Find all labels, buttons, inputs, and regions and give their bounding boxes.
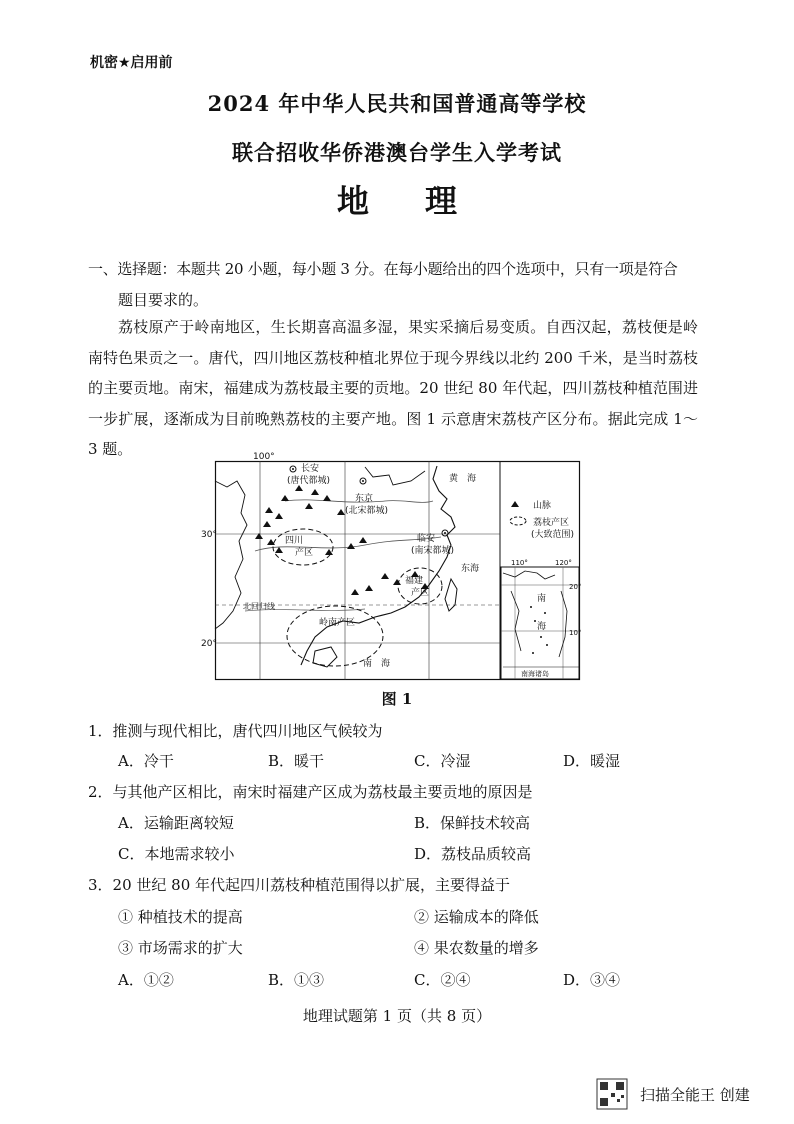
map-huanghai: 黄 海 bbox=[449, 474, 477, 484]
inset-sea-1: 南 bbox=[537, 594, 547, 604]
map-linan: 临安 bbox=[417, 534, 436, 544]
q3-option-b: B．①③ bbox=[268, 971, 325, 989]
q3-item-2: ② 运输成本的降低 bbox=[414, 908, 539, 926]
q3-item-4: ④ 果农数量的增多 bbox=[414, 939, 539, 957]
section-heading-line1: 一、选择题：本题共 20 小题，每小题 3 分。在每小题给出的四个选项中，只有一项是符合 bbox=[88, 260, 678, 278]
exam-title-line1: 2024 年中华人民共和国普通高等学校 bbox=[207, 91, 587, 116]
q3-item-3: ③ 市场需求的扩大 bbox=[118, 939, 243, 957]
map-dongjing-note: (北宋都城) bbox=[345, 506, 389, 516]
figure-caption: 图 1 bbox=[381, 690, 413, 708]
map-lat-20: 20° bbox=[201, 639, 217, 649]
map-fujian: 福建 bbox=[405, 576, 424, 586]
scanner-watermark: 扫描全能王 创建 bbox=[640, 1086, 750, 1104]
map-dongjing: 东京 bbox=[355, 494, 374, 504]
map-nanhai: 南 海 bbox=[363, 659, 391, 669]
q2-option-a: A．运输距离较短 bbox=[118, 814, 234, 832]
q3-option-d: D．③④ bbox=[563, 971, 621, 989]
inset-lon-110: 110° bbox=[511, 559, 528, 567]
map-changan-note: (唐代都城) bbox=[287, 476, 331, 486]
q2-option-b: B．保鲜技术较高 bbox=[414, 814, 531, 832]
map-sichuan-2: 产区 bbox=[295, 548, 314, 558]
q3-item-1: ① 种植技术的提高 bbox=[118, 908, 243, 926]
south-china-sea-inset bbox=[501, 559, 581, 679]
inset-sea-2: 海 bbox=[537, 622, 547, 632]
map-donghai: 东海 bbox=[461, 564, 480, 574]
inset-lat-20: 20° bbox=[569, 583, 582, 591]
exam-title-line2: 联合招收华侨港澳台学生入学考试 bbox=[232, 140, 562, 165]
map-linan-note: (南宋都城) bbox=[411, 546, 455, 556]
q3-option-c: C．②④ bbox=[414, 971, 471, 989]
legend-region: 荔枝产区 bbox=[533, 518, 570, 528]
q1-option-a: A．冷干 bbox=[118, 752, 174, 770]
lychee-region-map bbox=[201, 452, 582, 680]
map-lon-100: 100° bbox=[253, 452, 275, 462]
inset-islands: 南海诸岛 bbox=[521, 670, 549, 678]
subject-title: 地理 bbox=[336, 182, 513, 220]
question-1-stem: 1．推测与现代相比，唐代四川地区气候较为 bbox=[88, 722, 383, 740]
intro-paragraph: 荔枝原产于岭南地区，生长期喜高温多湿，果实采摘后易变质。自西汉起，荔枝便是岭南特色果贡之一。唐代，四川地区荔枝种植北界位于现今界线以北约 200 千米，是当时荔枝的主要贡地。南宋，福建成为荔枝最主要的贡地。20 世纪 80 年代起，四川荔枝种植范围进一步扩展，逐渐成为目前晚熟荔枝的主要产地。图 1 示意唐宋荔枝产区分布。据此完成 1～3 题。 bbox=[88, 318, 698, 458]
qr-code-icon bbox=[597, 1079, 627, 1109]
legend-mountain: 山脉 bbox=[533, 501, 552, 511]
section-heading bbox=[88, 254, 698, 315]
q3-option-a: A．①② bbox=[118, 971, 174, 989]
map-changan: 长安 bbox=[301, 464, 320, 474]
map-tropic: 北回归线 bbox=[243, 602, 275, 611]
inset-lon-120: 120° bbox=[555, 559, 572, 567]
inset-lat-10: 10° bbox=[569, 629, 582, 637]
map-sichuan: 四川 bbox=[285, 536, 304, 546]
legend-region-note: (大致范围) bbox=[531, 530, 575, 540]
map-lingnan: 岭南产区 bbox=[319, 618, 356, 628]
q2-option-d: D．荔枝品质较高 bbox=[414, 845, 532, 863]
q1-option-b: B．暖干 bbox=[268, 752, 325, 770]
question-2-stem: 2．与其他产区相比，南宋时福建产区成为荔枝最主要贡地的原因是 bbox=[88, 783, 533, 801]
map-fujian-2: 产区 bbox=[411, 588, 430, 598]
q1-option-c: C．冷湿 bbox=[414, 752, 471, 770]
q2-option-c: C．本地需求较小 bbox=[118, 845, 235, 863]
q1-option-d: D．暖湿 bbox=[563, 752, 621, 770]
confidential-label: 机密★启用前 bbox=[90, 55, 173, 71]
map-lat-30: 30° bbox=[201, 530, 217, 540]
question-3-stem: 3．20 世纪 80 年代起四川荔枝种植范围得以扩展，主要得益于 bbox=[88, 876, 511, 894]
page-footer: 地理试题第 1 页（共 8 页） bbox=[302, 1007, 492, 1025]
section-heading-line2: 题目要求的。 bbox=[118, 290, 209, 309]
